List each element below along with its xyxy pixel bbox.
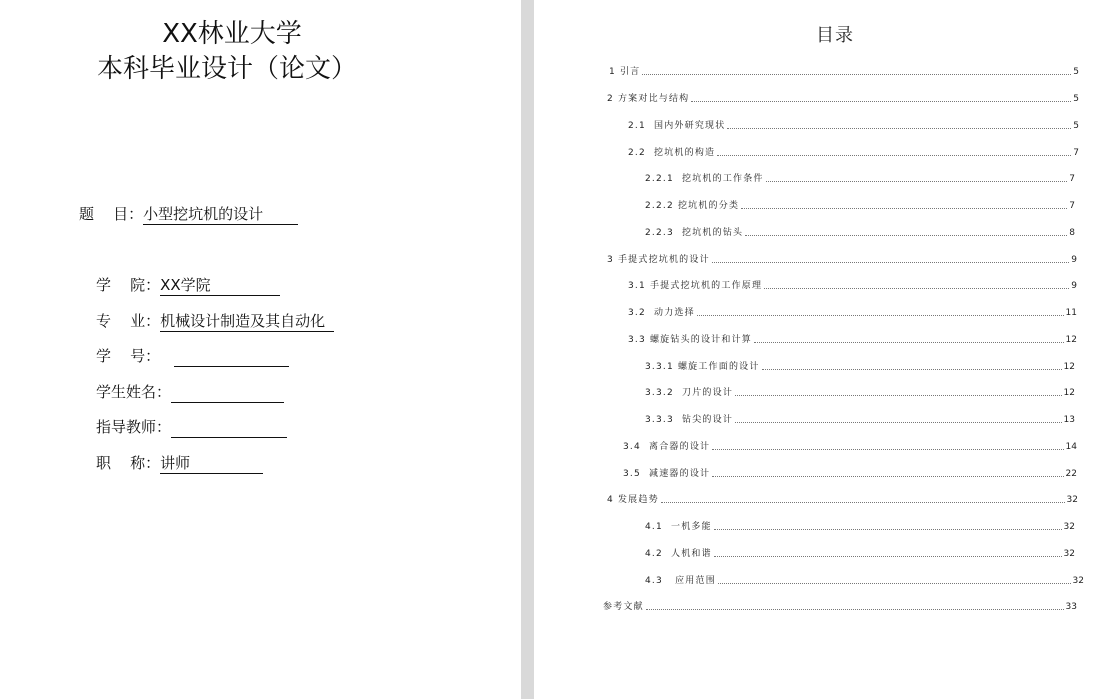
toc-entry-text: 3.1 手提式挖坑机的工作原理	[628, 281, 763, 291]
toc-entry-page: 5	[1073, 67, 1079, 77]
toc-entry-text: 3.5 减速器的设计	[623, 469, 711, 479]
toc-leader	[762, 369, 1062, 370]
toc-entry-page: 32	[1066, 495, 1078, 505]
toc-entry-page: 7	[1069, 201, 1075, 211]
toc-entry	[628, 147, 1079, 159]
toc-entry	[603, 601, 1077, 613]
toc-entry-page: 13	[1063, 415, 1075, 425]
toc-page	[534, 0, 1103, 699]
toc-entry	[628, 334, 1077, 346]
toc-entry-text: 4.2 人机和谐	[645, 549, 712, 559]
toc-leader	[712, 476, 1063, 477]
toc-entry-text: 参考文献	[603, 602, 644, 612]
college-value: XX学院	[160, 277, 280, 296]
advisor-value	[171, 419, 287, 438]
toc-entry-text: 3 手提式挖坑机的设计	[607, 255, 710, 265]
document-type: 本科毕业设计（论文）	[96, 54, 357, 84]
toc-entry-text: 4 发展趋势	[607, 495, 659, 505]
toc-entry	[645, 575, 1084, 587]
toc-leader	[741, 208, 1067, 209]
topic-label: 题 目：	[79, 205, 144, 223]
toc-entry-text: 3.4 离合器的设计	[623, 442, 711, 452]
student-name-label: 学生姓名：	[96, 383, 172, 401]
toc-entry-text: 1 引言	[609, 67, 641, 77]
toc-entry	[645, 361, 1075, 373]
toc-entry	[628, 307, 1077, 319]
toc-entry-text: 3.3.2 刀片的设计	[645, 388, 734, 398]
toc-entry-page: 32	[1072, 576, 1084, 586]
toc-entry	[645, 521, 1075, 533]
toc-entry-page: 11	[1065, 308, 1077, 318]
toc-entry-text: 3.3.1 螺旋工作面的设计	[645, 362, 760, 372]
toc-entry-text: 2.1 国内外研究现状	[628, 121, 726, 131]
toc-entry	[645, 414, 1075, 426]
toc-entry-page: 7	[1073, 148, 1079, 158]
toc-entry	[623, 441, 1077, 453]
toc-leader	[718, 583, 1071, 584]
toc-leader	[712, 449, 1063, 450]
toc-entry-text: 2.2.3 挖坑机的钻头	[645, 228, 744, 238]
student-id-value	[174, 348, 289, 367]
toc-leader	[661, 502, 1065, 503]
student-name-row	[96, 381, 284, 403]
toc-entry-page: 32	[1063, 522, 1075, 532]
toc-leader	[646, 609, 1064, 610]
toc-leader	[745, 235, 1067, 236]
toc-entry	[645, 227, 1075, 239]
toc-leader	[712, 262, 1069, 263]
student-id-row	[96, 345, 289, 367]
toc-leader	[727, 128, 1071, 129]
toc-entry-text: 3.2 动力选择	[628, 308, 695, 318]
toc-title: 目录	[816, 25, 854, 46]
toc-entry	[645, 173, 1075, 185]
toc-entry-page: 5	[1073, 94, 1079, 104]
toc-entry	[607, 254, 1077, 266]
toc-entry-text: 2.2.2 挖坑机的分类	[645, 201, 740, 211]
toc-leader	[714, 556, 1062, 557]
toc-entry-page: 32	[1063, 549, 1075, 559]
toc-leader	[642, 74, 1071, 75]
toc-entry	[623, 468, 1077, 480]
toc-entry-text: 3.3 螺旋钻头的设计和计算	[628, 335, 752, 345]
university-name: XX林业大学	[162, 19, 302, 49]
toc-entry-page: 5	[1073, 121, 1079, 131]
toc-entry-text: 3.3.3 钻尖的设计	[645, 415, 734, 425]
major-row	[96, 310, 334, 332]
toc-entry-page: 14	[1065, 442, 1077, 452]
toc-entry-page: 22	[1065, 469, 1077, 479]
toc-leader	[717, 155, 1071, 156]
toc-entry-page: 9	[1071, 281, 1077, 291]
toc-leader	[735, 422, 1062, 423]
toc-entry	[645, 200, 1075, 212]
student-id-label: 学 号：	[96, 347, 161, 365]
title-rank-value: 讲师	[160, 455, 263, 474]
toc-leader	[735, 395, 1062, 396]
toc-leader	[754, 342, 1064, 343]
page-gutter	[521, 0, 534, 699]
toc-entry	[607, 494, 1078, 506]
toc-entry-text: 4.1 一机多能	[645, 522, 712, 532]
toc-entry-text: 2.2.1 挖坑机的工作条件	[645, 174, 764, 184]
toc-entry-page: 12	[1063, 388, 1075, 398]
advisor-row	[96, 416, 287, 438]
major-label: 专 业：	[96, 312, 161, 330]
toc-entry	[645, 548, 1075, 560]
toc-entry	[628, 120, 1079, 132]
toc-entry-page: 12	[1063, 362, 1075, 372]
toc-entry-text: 2 方案对比与结构	[607, 94, 690, 104]
title-rank-row	[96, 452, 263, 474]
toc-leader	[714, 529, 1062, 530]
toc-entry-page: 9	[1071, 255, 1077, 265]
toc-entry-page: 8	[1069, 228, 1075, 238]
toc-entry	[645, 387, 1075, 399]
toc-entry	[607, 93, 1079, 105]
toc-entry-page: 33	[1065, 602, 1077, 612]
toc-leader	[764, 288, 1069, 289]
toc-entry	[628, 280, 1077, 292]
toc-entry-text: 4.3 应用范围	[645, 576, 716, 586]
college-row	[96, 274, 280, 296]
advisor-label: 指导教师：	[96, 418, 172, 436]
cover-page	[0, 0, 521, 699]
topic-value: 小型挖坑机的设计	[143, 206, 298, 225]
toc-leader	[691, 101, 1071, 102]
topic-row	[79, 203, 298, 225]
major-value: 机械设计制造及其自动化	[160, 313, 334, 332]
toc-leader	[766, 181, 1068, 182]
title-rank-label: 职 称：	[96, 454, 161, 472]
toc-entry-page: 7	[1069, 174, 1075, 184]
student-name-value	[171, 384, 284, 403]
toc-entry-text: 2.2 挖坑机的构造	[628, 148, 716, 158]
toc-entry	[609, 66, 1079, 78]
toc-entry-page: 12	[1065, 335, 1077, 345]
toc-leader	[697, 315, 1064, 316]
college-label: 学 院：	[96, 276, 161, 294]
